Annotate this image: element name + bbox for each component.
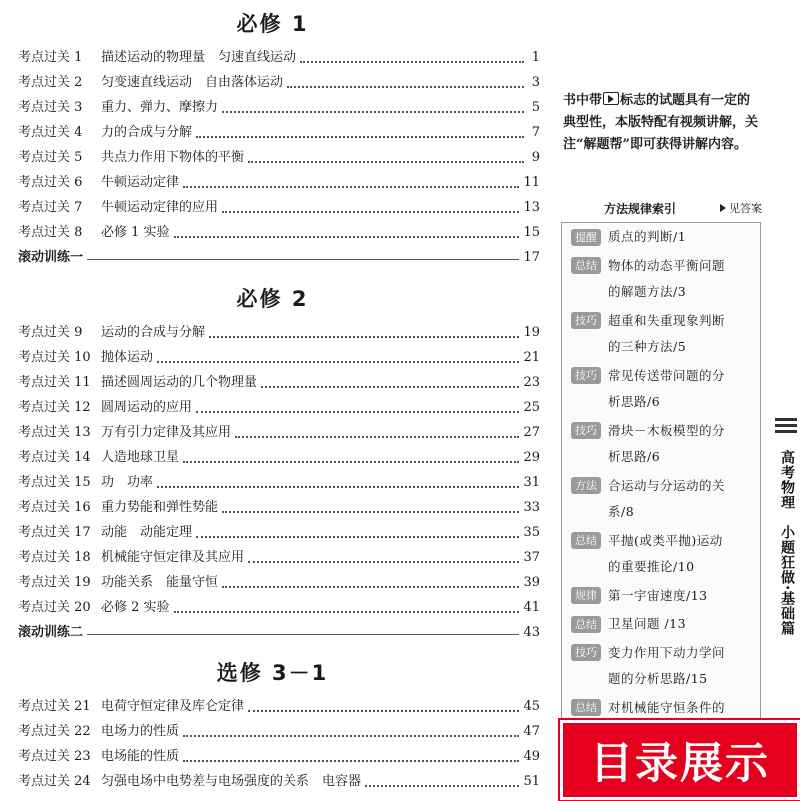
- toc-leader: [196, 135, 524, 138]
- method-index-line: [571, 224, 756, 251]
- toc-row: [18, 348, 540, 368]
- toc-page-number: 23: [523, 375, 540, 390]
- toc-review-row: [18, 623, 540, 643]
- toc-leader: [209, 335, 519, 338]
- method-tag-badge: 总结: [571, 699, 601, 716]
- toc-leader: [287, 85, 524, 88]
- toc-leader: [248, 709, 519, 712]
- toc-row: [18, 123, 540, 143]
- toc-leader: [174, 235, 520, 238]
- toc-leader: [174, 610, 520, 613]
- method-index-line: [571, 583, 756, 610]
- method-index-line: [571, 473, 756, 500]
- toc-page-number: 7: [531, 125, 540, 140]
- toc-title: 滚动训练一: [18, 250, 84, 265]
- toc-leader: [157, 360, 519, 363]
- method-index-item: [571, 308, 756, 361]
- toc-title: 力的合成与分解: [101, 125, 193, 140]
- toc-row: [18, 573, 540, 593]
- toc-page-number: 35: [523, 525, 540, 540]
- method-index-header: [566, 198, 762, 218]
- method-index-text: 第一宇宙速度/13: [608, 587, 708, 603]
- toc-title: 电场力的性质: [101, 724, 180, 739]
- toc-leader: [300, 60, 524, 63]
- method-index-text: 变力作用下动力学问: [608, 644, 726, 660]
- toc-title: 匀变速直线运动 自由落体运动: [101, 75, 284, 90]
- method-index-item: [571, 695, 756, 722]
- toc-page-number: 31: [523, 475, 540, 490]
- see-answer-label: [720, 200, 762, 216]
- toc-title: 电场能的性质: [101, 749, 180, 764]
- toc-page-number: 43: [523, 625, 540, 640]
- toc-page-number: 5: [531, 100, 540, 115]
- method-index-item: [571, 473, 756, 526]
- method-index-text: 平抛(或类平抛)运动: [608, 532, 723, 548]
- toc-row: [18, 398, 540, 418]
- toc-page-number: 25: [523, 400, 540, 415]
- method-index-text: 析思路/6: [608, 449, 661, 464]
- method-tag-badge: 总结: [571, 257, 601, 274]
- method-index-line: [571, 611, 756, 638]
- toc-page-number: 37: [523, 550, 540, 565]
- method-index-text: 析思路/6: [608, 394, 661, 409]
- note-text-start: 书中带: [563, 93, 603, 108]
- toc-title: 牛顿运动定律的应用: [101, 200, 219, 215]
- toc-page-number: 19: [523, 325, 540, 340]
- toc-title: 电荷守恒定律及库仑定律: [101, 699, 245, 714]
- method-index-text: 对机械能守恒条件的: [608, 699, 726, 715]
- method-index-text: 质点的判断/1: [608, 229, 687, 244]
- toc-title: 抛体运动: [101, 350, 154, 365]
- method-tag-badge: 总结: [571, 532, 601, 549]
- toc-code: 考点过关 5: [18, 150, 83, 165]
- toc-row: [18, 323, 540, 343]
- toc-page-number: 15: [523, 225, 540, 240]
- method-index-line: [571, 279, 756, 306]
- toc-page-number: 1: [531, 50, 540, 65]
- method-index-text: 合运动与分运动的关: [608, 477, 726, 493]
- section-heading: 必修 2: [236, 287, 309, 311]
- toc-row: [18, 48, 540, 68]
- toc-row: [18, 423, 540, 443]
- toc-page-number: 51: [523, 774, 540, 789]
- toc-page-number: 39: [523, 575, 540, 590]
- method-index-text: 的解题方法/3: [608, 284, 687, 299]
- toc-code: 考点过关 12: [18, 400, 91, 415]
- video-icon: [603, 92, 619, 105]
- toc-page-number: 9: [531, 150, 540, 165]
- toc-code: 考点过关 8: [18, 225, 83, 240]
- toc-leader: [183, 185, 519, 188]
- spine-bars: [775, 418, 797, 436]
- toc-title: 运动的合成与分解: [101, 325, 206, 340]
- toc-page-number: 3: [531, 75, 540, 90]
- toc-title: 圆周运动的应用: [101, 400, 193, 415]
- toc-code: 考点过关 10: [18, 350, 91, 365]
- toc-title: 功 功率: [101, 475, 154, 490]
- toc-leader: [157, 485, 519, 488]
- method-index-item: [571, 418, 756, 471]
- method-tag-badge: 技巧: [571, 644, 601, 661]
- method-index-line: [571, 389, 756, 416]
- toc-title: 描述运动的物理量 匀速直线运动: [101, 50, 297, 65]
- method-index-text: 卫星问题 /13: [608, 616, 687, 631]
- toc-row: [18, 73, 540, 93]
- method-tag-badge: 规律: [571, 587, 601, 604]
- toc-title: 重力、弹力、摩擦力: [101, 100, 219, 115]
- method-index-line: [571, 528, 756, 555]
- method-index-text: 滑块－木板模型的分: [608, 422, 726, 438]
- toc-code: 考点过关 23: [18, 749, 91, 764]
- section-heading: 选修 3－1: [216, 661, 329, 685]
- toc-code: 考点过关 3: [18, 100, 83, 115]
- toc-code: 考点过关 2: [18, 75, 83, 90]
- toc-row: [18, 98, 540, 118]
- toc-row: [18, 198, 540, 218]
- toc-title: 机械能守恒定律及其应用: [101, 550, 245, 565]
- toc-page-number: 45: [523, 699, 540, 714]
- toc-review-row: [18, 248, 540, 268]
- method-index-text: 超重和失重现象判断: [608, 312, 726, 328]
- toc-title: 必修 1 实验: [101, 225, 170, 240]
- toc-title: 共点力作用下物体的平衡: [101, 150, 245, 165]
- toc-row: [18, 747, 540, 767]
- toc-leader: [183, 460, 519, 463]
- toc-row: [18, 373, 540, 393]
- toc-code: 考点过关 16: [18, 500, 91, 515]
- note-text-rest: 标志的试题具有一定的典型性，本版特配有视频讲解，关注“解题帮”即可获得讲解内容。: [563, 93, 759, 152]
- method-index-item: [571, 363, 756, 416]
- method-tag-badge: 方法: [571, 477, 601, 494]
- toc-title: 描述圆周运动的几个物理量: [101, 375, 258, 390]
- method-index-line: [571, 308, 756, 335]
- toc-leader: [261, 385, 519, 388]
- toc-leader: [196, 535, 519, 538]
- toc-code: 考点过关 17: [18, 525, 91, 540]
- toc-code: 考点过关 13: [18, 425, 91, 440]
- toc-row: [18, 548, 540, 568]
- toc-leader: [248, 560, 519, 563]
- toc-title: 牛顿运动定律: [101, 175, 180, 190]
- catalog-stamp: 目录展示: [560, 720, 800, 800]
- method-index-line: [571, 640, 756, 667]
- toc-title: 重力势能和弹性势能: [101, 500, 219, 515]
- toc-row: [18, 448, 540, 468]
- toc-code: 考点过关 14: [18, 450, 91, 465]
- method-tag-badge: 技巧: [571, 367, 601, 384]
- toc-row: [18, 772, 540, 792]
- toc-leader: [222, 110, 524, 113]
- toc-page-number: 27: [523, 425, 540, 440]
- toc-title: 人造地球卫星: [101, 450, 180, 465]
- method-index-list: [561, 222, 761, 801]
- toc-code: 考点过关 4: [18, 125, 83, 140]
- method-index-text: 的重要推论/10: [608, 559, 695, 574]
- section-heading: 必修 1: [236, 12, 309, 36]
- method-index-line: [571, 499, 756, 526]
- spine-title: 高考物理 小题狂做·基础篇: [779, 450, 795, 637]
- book-spine: [772, 418, 800, 678]
- method-index-line: [571, 666, 756, 693]
- method-index-text: 的三种方法/5: [608, 339, 687, 354]
- toc-title: 匀强电场中电势差与电场强度的关系 电容器: [101, 774, 362, 789]
- method-index-item: [571, 224, 756, 251]
- method-index-item: [571, 611, 756, 638]
- toc-page-number: 47: [523, 724, 540, 739]
- toc-leader: [183, 759, 519, 762]
- method-index-line: [571, 418, 756, 445]
- method-index-item: [571, 583, 756, 610]
- method-index-title: 方法规律索引: [604, 201, 677, 216]
- toc-code: 考点过关 9: [18, 325, 83, 340]
- method-index-text: 常见传送带问题的分: [608, 367, 726, 383]
- toc-code: 考点过关 19: [18, 575, 91, 590]
- toc-page-number: 17: [523, 250, 540, 265]
- method-index-line: [571, 334, 756, 361]
- toc-row: [18, 598, 540, 618]
- toc-page-number: 33: [523, 500, 540, 515]
- toc-title: 必修 2 实验: [101, 600, 170, 615]
- toc-leader: [235, 435, 519, 438]
- method-index-line: [571, 554, 756, 581]
- toc-page-number: 13: [523, 200, 540, 215]
- toc-leader: [196, 410, 519, 413]
- toc-leader: [87, 258, 519, 260]
- toc-title: 功能关系 能量守恒: [101, 575, 219, 590]
- toc-code: 考点过关 1: [18, 50, 83, 65]
- toc-leader: [222, 510, 519, 513]
- toc-code: 考点过关 18: [18, 550, 91, 565]
- toc-row: [18, 173, 540, 193]
- toc-row: [18, 498, 540, 518]
- toc-code: 考点过关 15: [18, 475, 91, 490]
- toc-code: 考点过关 6: [18, 175, 83, 190]
- toc-row: [18, 697, 540, 717]
- toc-leader: [365, 784, 519, 787]
- play-triangle-icon: [720, 204, 726, 212]
- toc-page-number: 41: [523, 600, 540, 615]
- method-tag-badge: 提醒: [571, 229, 601, 246]
- toc-row: [18, 722, 540, 742]
- toc-leader: [183, 734, 519, 737]
- method-index-text: 物体的动态平衡问题: [608, 257, 726, 273]
- toc-row: [18, 223, 540, 243]
- toc-title: 万有引力定律及其应用: [101, 425, 232, 440]
- toc-title: 滚动训练二: [18, 625, 84, 640]
- method-tag-badge: 技巧: [571, 422, 601, 439]
- video-note: [563, 90, 763, 156]
- toc-leader: [222, 585, 519, 588]
- toc-page-number: 21: [523, 350, 540, 365]
- toc-row: [18, 148, 540, 168]
- toc-row: [18, 473, 540, 493]
- toc-code: 考点过关 21: [18, 699, 91, 714]
- toc-code: 考点过关 7: [18, 200, 83, 215]
- toc-code: 考点过关 24: [18, 774, 91, 789]
- toc-page-number: 11: [523, 175, 540, 190]
- method-index-item: [571, 640, 756, 693]
- method-index-item: [571, 253, 756, 306]
- toc-title: 动能 动能定理: [101, 525, 193, 540]
- see-answer-text: 见答案: [729, 202, 762, 215]
- toc-code: 考点过关 11: [18, 375, 91, 390]
- toc-leader: [222, 210, 519, 213]
- toc-page-number: 49: [523, 749, 540, 764]
- toc-code: 考点过关 20: [18, 600, 91, 615]
- method-index-line: [571, 253, 756, 280]
- toc-code: 考点过关 22: [18, 724, 91, 739]
- method-index-line: [571, 695, 756, 722]
- method-index-item: [571, 528, 756, 581]
- method-index-line: [571, 444, 756, 471]
- toc-leader: [248, 160, 524, 163]
- method-tag-badge: 技巧: [571, 312, 601, 329]
- method-index-text: 题的分析思路/15: [608, 671, 708, 686]
- toc-row: [18, 523, 540, 543]
- method-tag-badge: 总结: [571, 616, 601, 633]
- toc-leader: [87, 633, 519, 635]
- method-index-line: [571, 363, 756, 390]
- toc-page-number: 29: [523, 450, 540, 465]
- method-index-text: 系/8: [608, 504, 635, 519]
